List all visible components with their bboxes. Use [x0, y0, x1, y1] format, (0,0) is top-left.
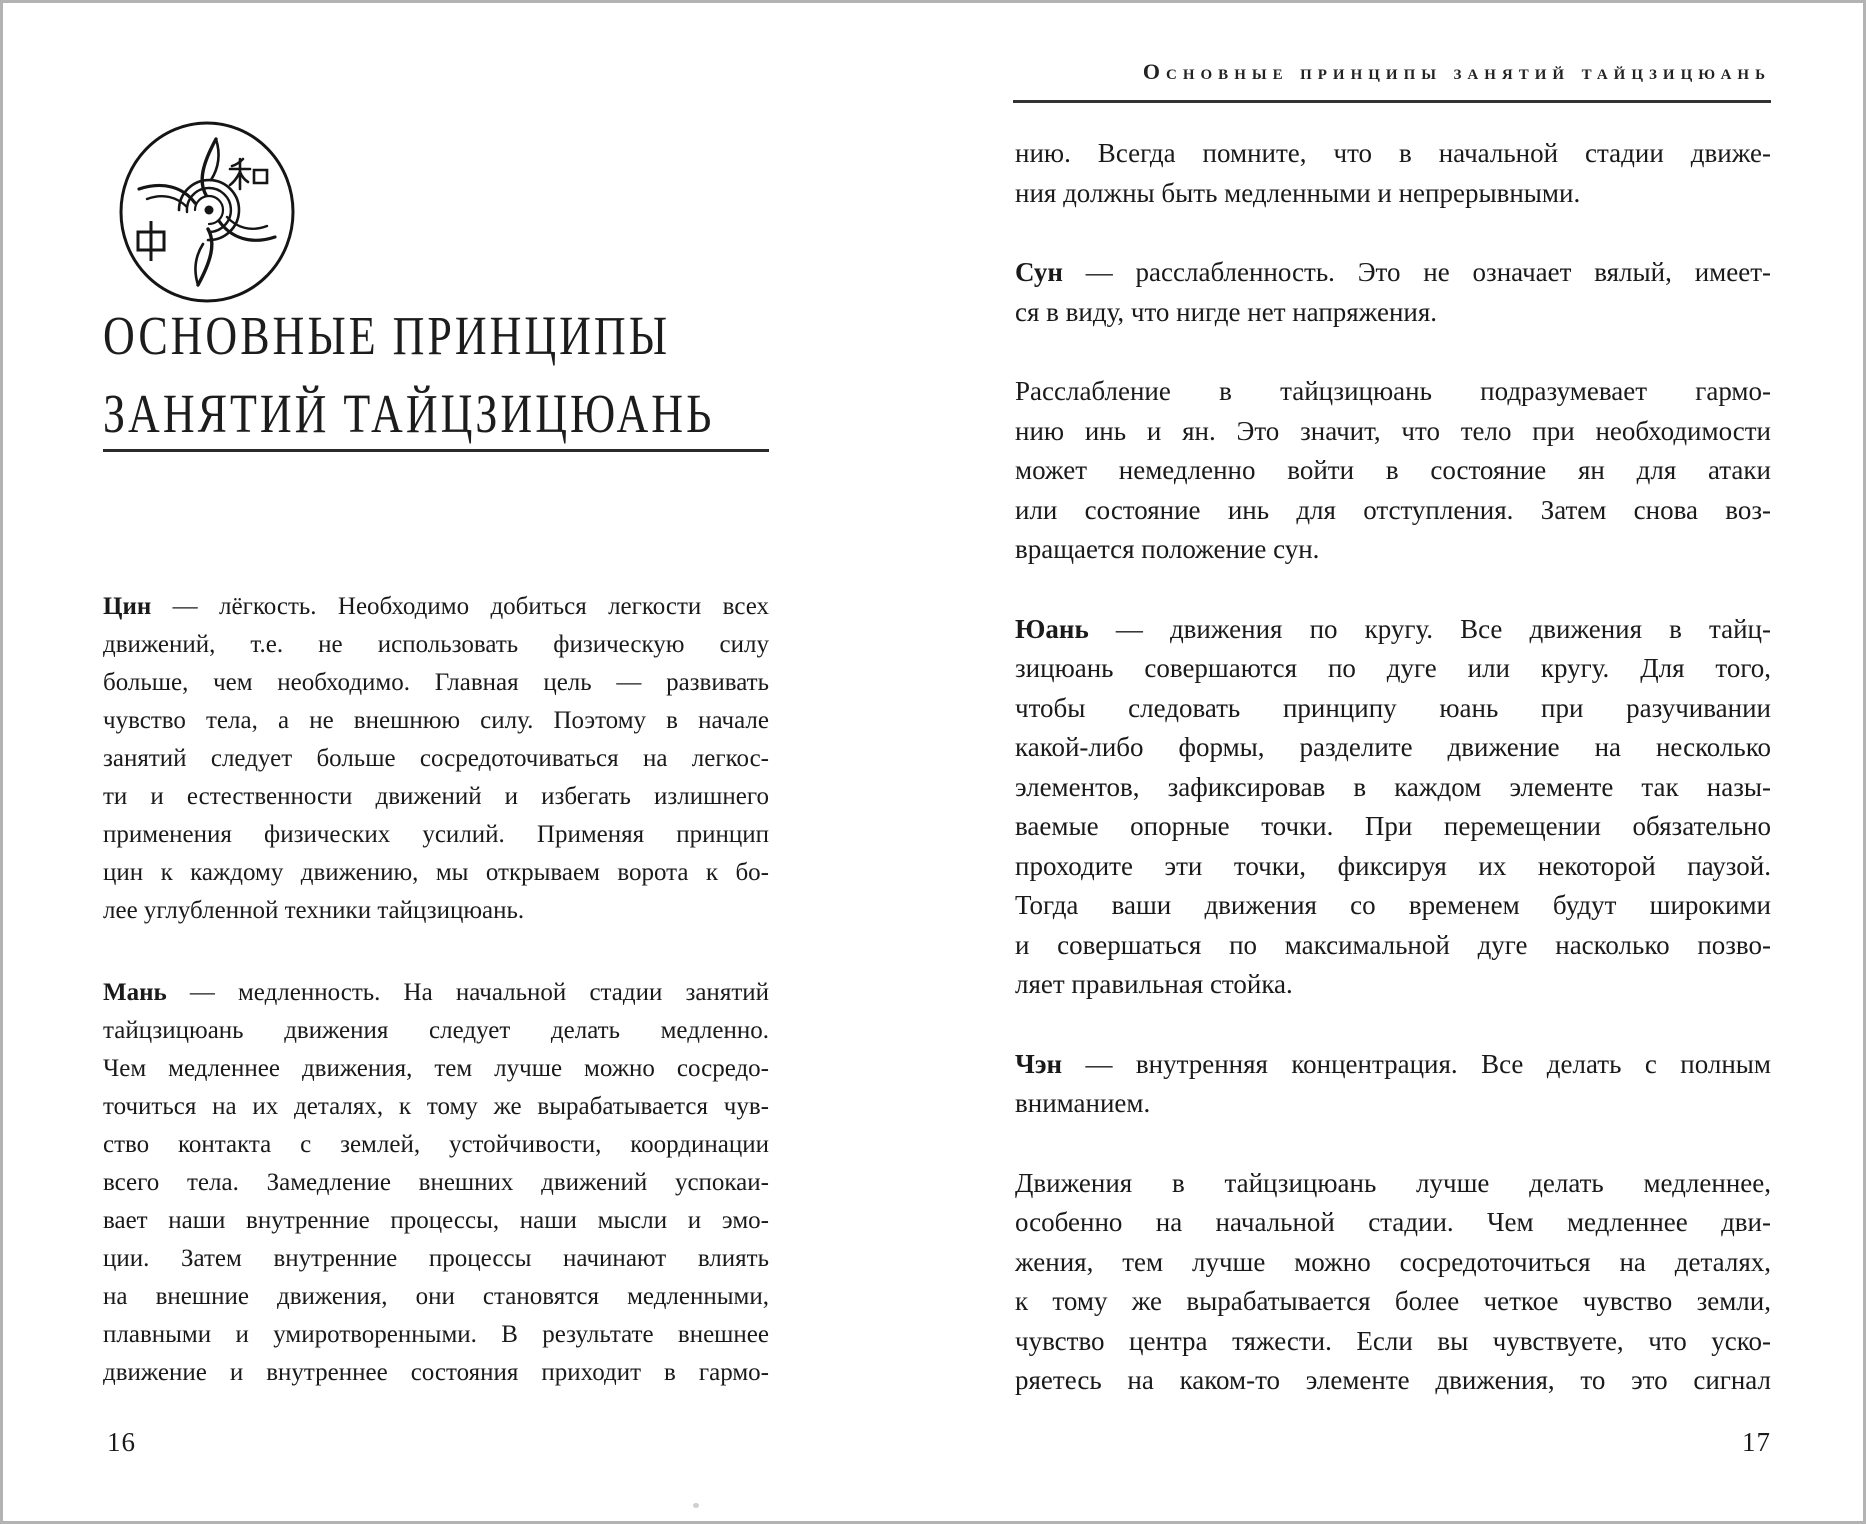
text-line: элементов, зафиксировав в каждом элементе так назы- [1015, 771, 1771, 802]
text-line: вниманием. [1015, 1088, 1151, 1118]
text-line: чтобы следовать принципу юань при разучивании [1015, 692, 1771, 723]
term-lead-word: Мань [103, 979, 167, 1006]
text-line: тайцзицюань движения следует делать медленно. [103, 1017, 769, 1044]
page-number-left: 16 [107, 1427, 136, 1457]
text-line: ваемые опорные точки. При перемещении обязательно [1015, 811, 1771, 841]
paragraph [103, 588, 769, 930]
text-line: точиться на их деталях, к тому же вырабатывается чув- [103, 1093, 769, 1120]
text-line: на внешние движения, они становятся медленными, [103, 1283, 769, 1310]
text-line: Мань — медленность. На начальной стадии занятий [103, 979, 769, 1006]
right-page-body [1015, 134, 1771, 1441]
text-line: движений, т.е. не использовать физическую силу [103, 631, 769, 658]
text-line: или состояние инь для отступления. Затем снова воз- [1015, 494, 1771, 525]
text-line: занятий следует больше сосредоточиваться на легкос- [103, 745, 769, 772]
text-line: ции. Затем внутренние процессы начинают влиять [103, 1245, 769, 1272]
text-line: жения, тем лучше можно сосредоточиться на деталях, [1015, 1246, 1771, 1277]
paragraph [103, 974, 769, 1392]
chapter-title [103, 299, 771, 445]
text-line: и совершаться по максимальной дуге насколько позво- [1015, 929, 1771, 960]
text-line: ство контакта с землей, устойчивости, координации [103, 1131, 769, 1158]
term-lead-word: Юань [1015, 613, 1089, 644]
text-line: ляет правильная стойка. [1015, 969, 1293, 999]
text-line: чувство тела, а не внешнюю силу. Поэтому в начале [103, 707, 769, 734]
page-number-right: 17 [1742, 1427, 1771, 1457]
text-line: Движения в тайцзицюань лучше делать медленнее, [1015, 1167, 1771, 1198]
text-line: нию. Всегда помните, что в начальной стадии движе- [1015, 138, 1771, 168]
text-line: плавными и умиротворенными. В результате внешнее [103, 1321, 769, 1348]
paragraph [1015, 134, 1771, 213]
text-line: лее углубленной техники тайцзицюань. [103, 897, 525, 924]
text-line: Сун — расслабленность. Это не означает вялый, имеет- [1015, 257, 1771, 287]
text-line: цин к каждому движению, мы открываем ворота к бо- [103, 859, 769, 886]
title-rule [103, 449, 769, 452]
zhong-character-icon [138, 221, 164, 261]
text-line: Расслабление в тайцзицюань подразумевает гармо- [1015, 376, 1771, 406]
text-line: какой-либо формы, разделите движение на несколько [1015, 732, 1771, 762]
text-line: движение и внутреннее состояния приходит в гармо- [103, 1359, 769, 1386]
text-line: вает наши внутренние процессы, наши мысли и эмо- [103, 1207, 769, 1234]
text-line: Юань — движения по кругу. Все движения в тайц- [1015, 613, 1771, 644]
text-line: нию инь и ян. Это значит, что тело при необходимости [1015, 415, 1771, 446]
term-lead-word: Сун [1015, 257, 1063, 287]
running-header: Основные принципы занятий тайцзицюань [1142, 59, 1771, 84]
paragraph [1015, 253, 1771, 332]
scan-artifact-dot [693, 1503, 699, 1508]
header-rule [1013, 100, 1771, 103]
taiji-spiral-logo-icon [115, 119, 299, 305]
text-line: к тому же вырабатывается более четкое чувство земли, [1015, 1286, 1771, 1316]
text-line: может немедленно войти в состояние ян для атаки [1015, 455, 1771, 485]
text-line: проходите эти точки, фиксируя их некоторой паузой. [1015, 850, 1771, 881]
text-line: ти и естественности движений и избегать излишнего [103, 783, 769, 810]
text-line: ния должны быть медленными и непрерывными. [1015, 177, 1581, 208]
text-line: применения физических усилий. Применяя принцип [103, 821, 769, 848]
text-line: ряетесь на каком-то элементе движения, то это сигнал [1015, 1365, 1771, 1395]
he-character-icon [230, 159, 267, 189]
text-line: Чэн — внутренняя концентрация. Все делать с полным [1015, 1048, 1771, 1079]
term-lead-word: Цин [103, 593, 152, 620]
text-line: больше, чем необходимо. Главная цель — развивать [103, 669, 769, 696]
left-page-body [103, 588, 769, 1436]
text-line: Чем медленнее движения, тем лучше можно сосредо- [103, 1055, 769, 1082]
text-line: Тогда ваши движения со временем будут широкими [1015, 890, 1771, 920]
text-line: зицюань совершаются по дуге или кругу. Для того, [1015, 653, 1771, 683]
text-line: особенно на начальной стадии. Чем медленнее дви- [1015, 1207, 1771, 1237]
paragraph [1015, 1045, 1771, 1124]
chapter-title-line-1: ОСНОВНЫЕ ПРИНЦИПЫ [103, 305, 671, 367]
paragraph [1015, 610, 1771, 1005]
paragraph [1015, 1164, 1771, 1401]
chapter-title-line-2: ЗАНЯТИЙ ТАЙЦЗИЦЮАНЬ [103, 383, 715, 445]
text-line: ся в виду, что нигде нет напряжения. [1015, 296, 1438, 327]
text-line: Цин — лёгкость. Необходимо добиться легкости всех [103, 593, 769, 620]
term-lead-word: Чэн [1015, 1048, 1063, 1079]
text-line: чувство центра тяжести. Если вы чувствуете, что уско- [1015, 1325, 1771, 1356]
text-line: всего тела. Замедление внешних движений успокаи- [103, 1169, 769, 1196]
text-line: вращается положение сун. [1015, 534, 1320, 564]
paragraph [1015, 372, 1771, 570]
